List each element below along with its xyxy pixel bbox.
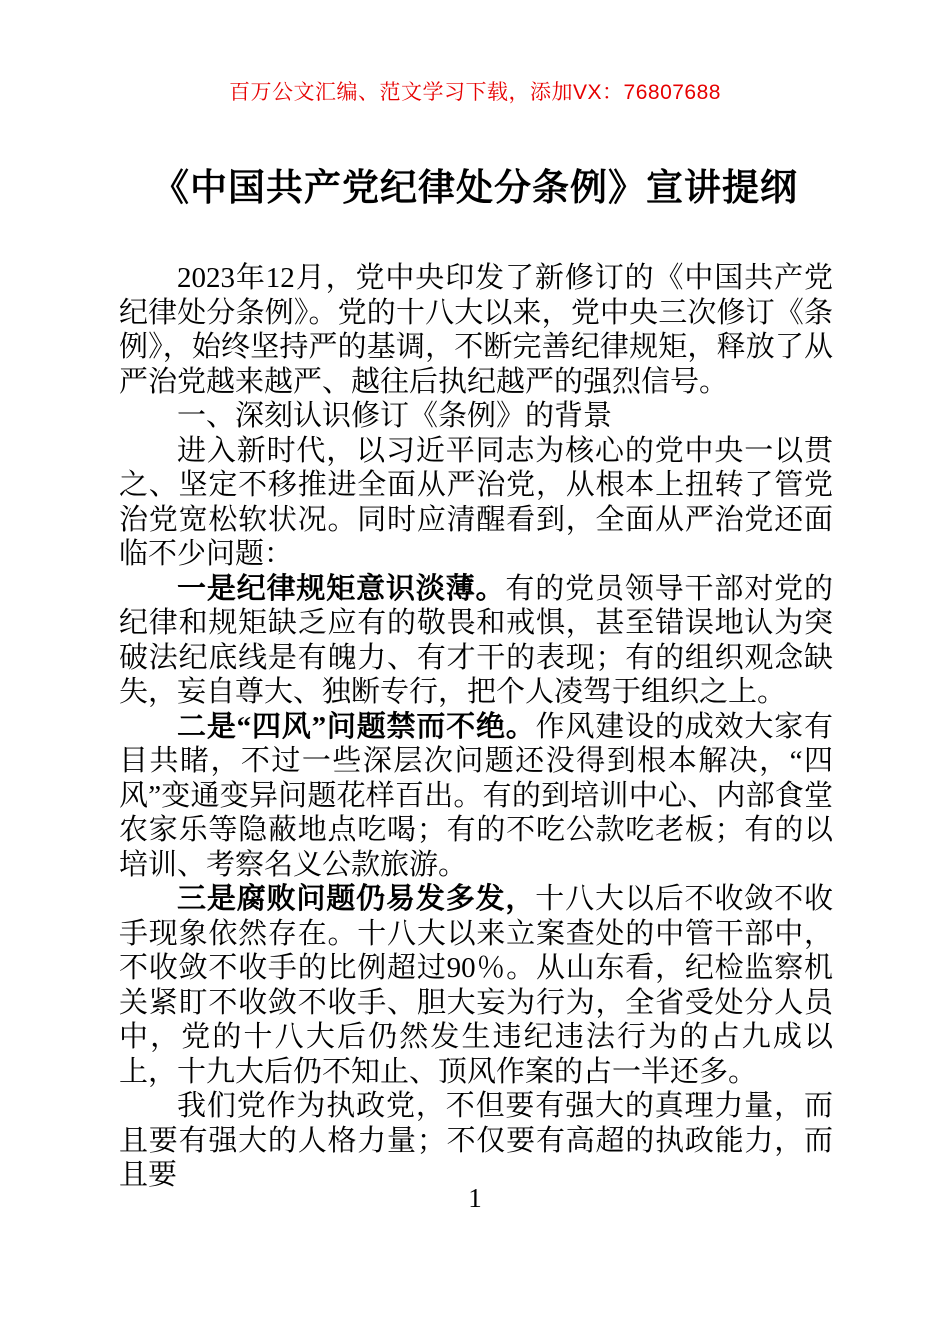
paragraph-lead-bold: 二是“四风”问题禁而不绝。 (177, 710, 536, 743)
paragraph-text: 十八大以后不收敛不收手现象依然存在。十八大以来立案查处的中管干部中，不收敛不收手的比例超过90％。从山东看，纪检监察机关紧盯不收敛不收手、胆大妄为行为，全省受处分人员中，党的十八大后仍然发生违纪违法行为的占九成以上，十九大后仍不知止、顶风作案的占一半还多。 (119, 883, 833, 1088)
paragraph-text: 进入新时代，以习近平同志为核心的党中央一以贯之、坚定不移推进全面从严治党，从根本上扭转了管党治党宽松软状况。同时应清醒看到，全面从严治党还面临不少问题： (119, 434, 833, 570)
paragraph-text: 作风建设的成效大家有目共睹，不过一些深层次问题还没得到根本解决，“四风”变通变异问题花样百出。有的到培训中心、内部食堂农家乐等隐蔽地点吃喝；有的不吃公款吃老板；有的以培训、考察名义公款旅游。 (119, 710, 833, 881)
paragraph-text: 我们党作为执政党，不但要有强大的真理力量，而且要有强大的人格力量；不仅要有高超的执政能力，而且要 (119, 1090, 833, 1191)
paragraph-lead-bold: 三是腐败问题仍易发多发， (177, 883, 536, 915)
page-number: 1 (468, 1183, 482, 1213)
paragraph-intro (119, 261, 833, 399)
paragraph-point-one (119, 572, 833, 710)
paragraph-text: 一、深刻认识修订《条例》的背景 (177, 400, 613, 432)
paragraph-lead-bold: 一是纪律规矩意识淡薄。 (177, 572, 506, 605)
document-body (119, 261, 833, 1193)
paragraph-point-two (119, 710, 833, 883)
paragraph-section-heading (119, 399, 833, 434)
document-title: 《中国共产党纪律处分条例》宣讲提纲 (152, 167, 798, 208)
paragraph-ruling-party (119, 1089, 833, 1193)
header-watermark-note: 百万公文汇编、范文学习下载，添加VX：76807688 (229, 81, 721, 104)
paragraph-text: 有的党员领导干部对党的纪律和规矩缺乏应有的敬畏和戒惧，甚至错误地认为突破法纪底线是有魄力、有才干的表现；有的组织观念缺失，妄自尊大、独断专行，把个人凌驾于组织之上。 (119, 572, 833, 708)
paragraph-text: 2023年12月，党中央印发了新修订的《中国共产党纪律处分条例》。党的十八大以来，党中央三次修订《条例》，始终坚持严的基调，不断完善纪律规矩，释放了从严治党越来越严、越往后执纪越严的强烈信号。 (119, 262, 833, 398)
paragraph-point-three (119, 882, 833, 1089)
paragraph-new-era (119, 434, 833, 572)
